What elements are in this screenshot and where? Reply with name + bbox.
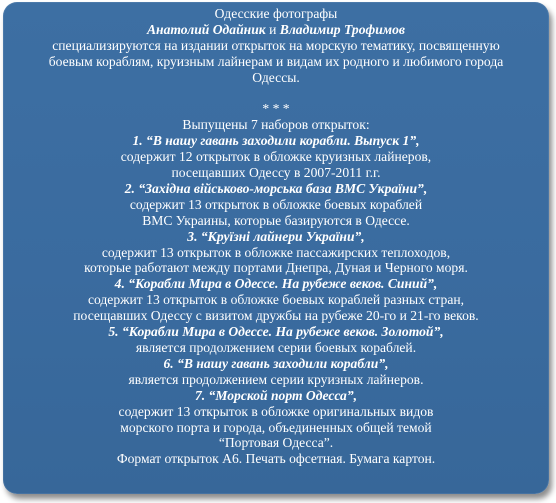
set-2-line-2: ВМС Украины, которые базируются в Одессе. [142,212,410,228]
author-odaynik: Анатолий Одайник [146,21,266,37]
set-3-line-2: которые работают между портами Днепра, Дуная и Черного моря. [84,260,468,276]
set-1-title: 1. “В нашу гавань заходили корабли. Выпуск 1”, [132,133,420,149]
set-6-line-1: является продолжением серии круизных лайнеров. [128,371,424,387]
authors-line [3,22,549,38]
set-3-title: 3. “Круїзні лайнери України”, [187,228,365,244]
set-1-line-2: посещавших Одессу в 2007-2011 г.г. [171,165,381,181]
description-line-3: Одессы. [252,69,300,85]
set-5-title: 5. “Корабли Мира в Одессе. На рубеже веков. Золотой”, [108,324,444,340]
authors-conjunction: и [265,21,280,37]
spacer [3,86,549,102]
set-7-line-1: содержит 13 открыток в обложке оригинальных видов [118,403,434,419]
sets-intro: Выпущены 7 наборов открыток: [182,117,370,133]
author-trofimov: Владимир Трофимов [279,21,405,37]
info-panel [3,2,549,494]
set-5-line-1: является продолжением серии боевых кораблей. [135,340,417,356]
set-7-title: 7. “Морской порт Одесса”, [194,387,358,403]
set-2-line-1: содержит 13 открыток в обложке боевых кораблей [129,196,423,212]
set-4-line-2: посещавших Одессу с визитом дружбы на рубеже 20-го и 21-го веков. [73,308,479,324]
footer-format: Формат открыток А6. Печать офсетная. Бумага картон. [116,451,436,467]
description-line-1: специализируются на издании открыток на морскую тематику, посвященную [52,37,500,53]
set-1-line-1: содержит 12 открыток в обложке круизных лайнеров, [120,149,432,165]
separator: * * * [262,101,290,117]
header-title: Одесские фотографы [214,6,338,21]
set-2-title: 2. “Західна військово-морська база ВМС України”, [124,180,428,196]
set-4-line-1: содержит 13 открыток в обложке боевых кораблей разных стран, [87,292,465,308]
description-line-2: боевым кораблям, круизным лайнерам и видам их родного и любимого города [48,53,504,69]
set-7-line-3: “Портовая Одесса”. [218,435,334,451]
set-7-line-2: морского порта и города, объединенных общей темой [120,419,432,435]
set-4-title: 4. “Корабли Мира в Одессе. На рубеже веков. Синий”, [114,276,438,292]
set-6-title: 6. “В нашу гавань заходили корабли”, [163,355,389,371]
set-3-line-1: содержит 13 открыток в обложке пассажирских теплоходов, [101,244,451,260]
